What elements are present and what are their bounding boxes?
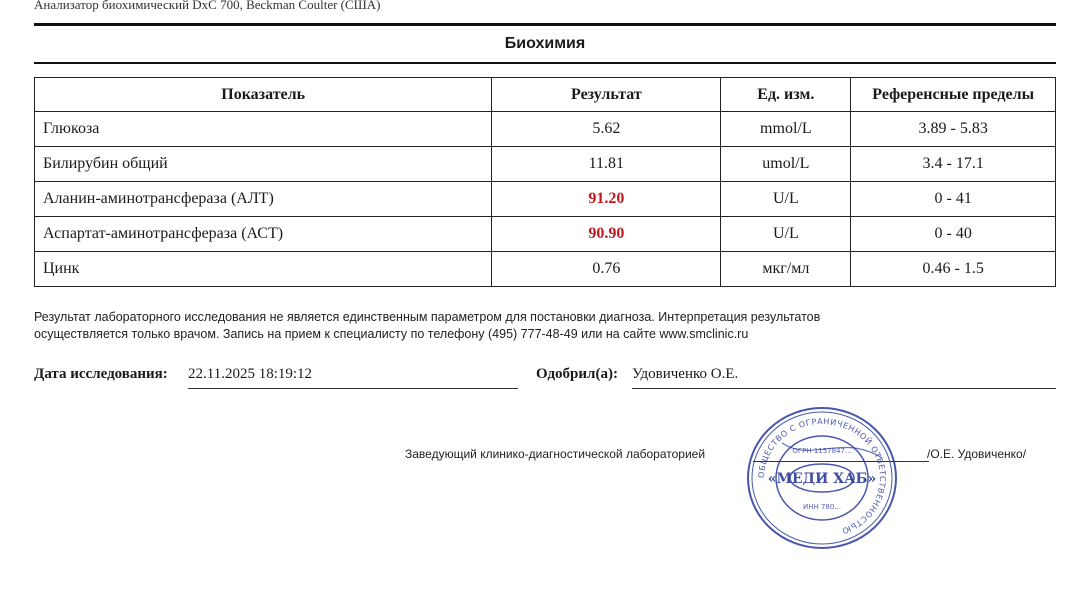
parameter-name: Глюкоза bbox=[35, 112, 492, 147]
signature-caption: Заведующий клинико-диагностической лабораторией bbox=[405, 447, 706, 461]
parameter-name: Билирубин общий bbox=[35, 147, 492, 182]
disclaimer-line: Результат лабораторного исследования не является единственным параметром для постановки диагноза. Интерпретация результатов bbox=[34, 310, 821, 324]
stamp-ogrn: ОГРН 1157847... bbox=[792, 447, 852, 455]
signature-row bbox=[405, 447, 1065, 467]
parameter-name: Аспартат-аминотрансфераза (АСТ) bbox=[35, 217, 492, 252]
reference-range: 3.4 - 17.1 bbox=[851, 147, 1056, 182]
result-value-flagged: 90.90 bbox=[492, 217, 721, 252]
study-date-value: 22.11.2025 18:19:12 bbox=[188, 366, 313, 382]
study-date-block bbox=[34, 366, 518, 390]
stamp-ring-text: ОБЩЕСТВО С ОГРАНИЧЕННОЙ ОТВЕТСТВЕННОСТЬЮ bbox=[756, 416, 888, 536]
reference-range: 3.89 - 5.83 bbox=[851, 112, 1056, 147]
study-date-underline bbox=[188, 388, 518, 389]
results-table bbox=[34, 77, 1056, 287]
result-value: 0.76 bbox=[492, 252, 721, 287]
table-row bbox=[35, 147, 1056, 182]
table-header-row bbox=[35, 78, 1056, 112]
approved-underline bbox=[632, 388, 1056, 389]
unit-value: мкг/мл bbox=[721, 252, 851, 287]
approved-value: Удовиченко О.Е. bbox=[632, 366, 739, 382]
table-row bbox=[35, 217, 1056, 252]
column-header-unit: Ед. изм. bbox=[721, 78, 851, 112]
table-row bbox=[35, 252, 1056, 287]
unit-value: umol/L bbox=[721, 147, 851, 182]
unit-value: U/L bbox=[721, 182, 851, 217]
table-row bbox=[35, 182, 1056, 217]
result-value: 11.81 bbox=[492, 147, 721, 182]
column-header-parameter: Показатель bbox=[35, 78, 492, 112]
lab-stamp-seal bbox=[742, 403, 902, 553]
result-value: 5.62 bbox=[492, 112, 721, 147]
disclaimer-line: осуществляется только врачом. Запись на прием к специалисту по телефону (495) 777-48-49 или на сайте www.smclinic.ru bbox=[34, 327, 749, 341]
approved-block bbox=[536, 366, 1056, 390]
study-date-label: Дата исследования: bbox=[34, 366, 168, 382]
signature-name: /О.Е. Удовиченко/ bbox=[927, 447, 1027, 461]
parameter-name: Аланин-аминотрансфераза (АЛТ) bbox=[35, 182, 492, 217]
analyzer-caption: Анализатор биохимический DxC 700, Beckman Coulter (США) bbox=[34, 0, 381, 12]
unit-value: U/L bbox=[721, 217, 851, 252]
unit-value: mmol/L bbox=[721, 112, 851, 147]
table-row bbox=[35, 112, 1056, 147]
reference-range: 0 - 40 bbox=[851, 217, 1056, 252]
stamp-inn: ИНН 780... bbox=[802, 503, 842, 511]
reference-range: 0.46 - 1.5 bbox=[851, 252, 1056, 287]
parameter-name: Цинк bbox=[35, 252, 492, 287]
result-value-flagged: 91.20 bbox=[492, 182, 721, 217]
stamp-center-text: «МЕДИ ХАБ» bbox=[767, 471, 877, 487]
column-header-result: Результат bbox=[492, 78, 721, 112]
reference-range: 0 - 41 bbox=[851, 182, 1056, 217]
column-header-reference: Референсные пределы bbox=[851, 78, 1056, 112]
disclaimer bbox=[34, 309, 1064, 343]
approved-label: Одобрил(а): bbox=[536, 366, 618, 382]
section-title: Биохимия bbox=[34, 23, 1056, 64]
